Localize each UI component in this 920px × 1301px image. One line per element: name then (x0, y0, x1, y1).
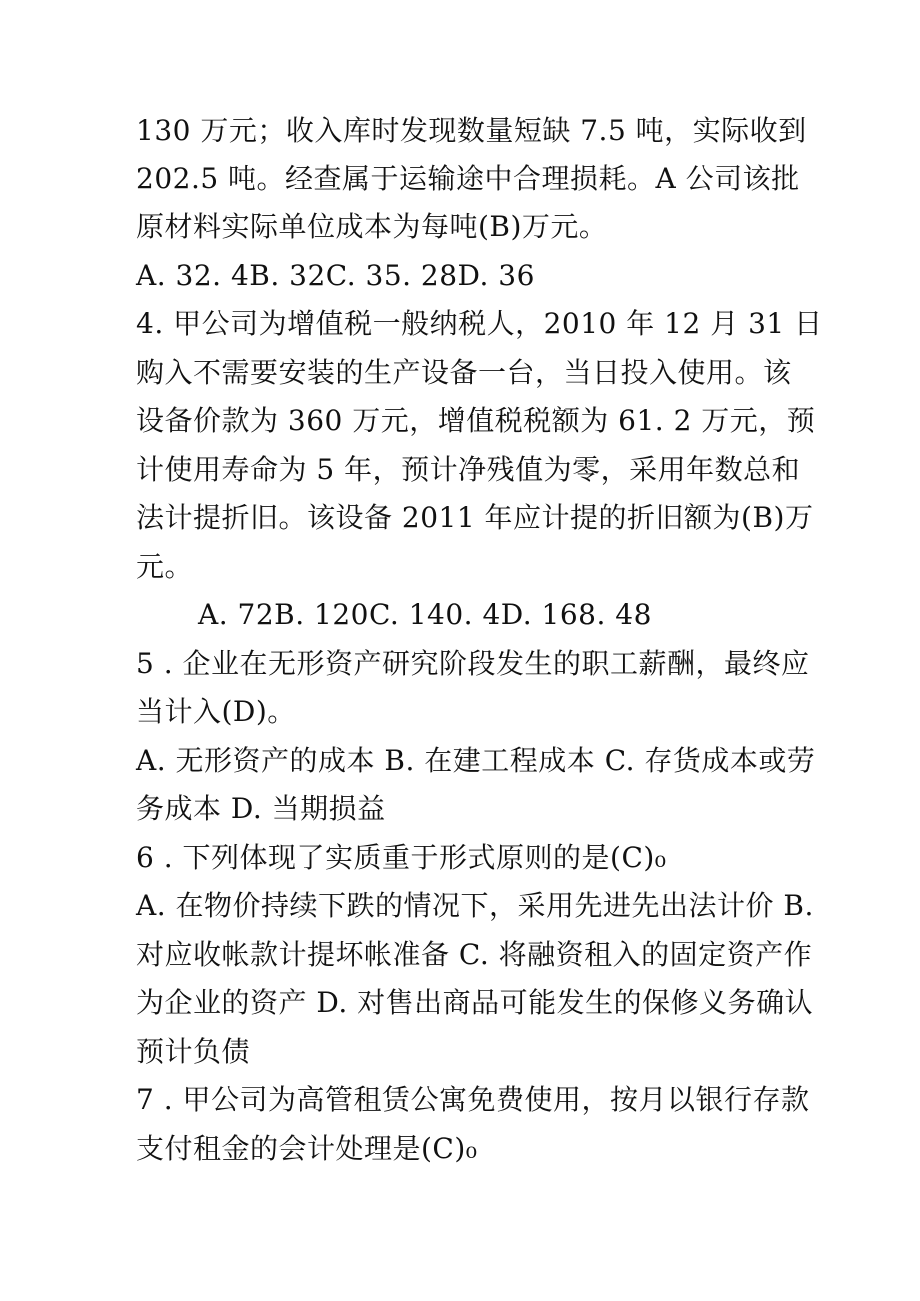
text-line: 元。 (136, 550, 194, 583)
text-line: 202.5 吨。经查属于运输途中合理损耗。A 公司该批 (136, 162, 800, 195)
options-line: A. 在物价持续下跌的情况下，采用先进先出法计价 B. (136, 889, 814, 922)
question-line: 4. 甲公司为增值税一般纳税人，2010 年 12 月 31 日 (136, 307, 823, 340)
text-line: 设备价款为 360 万元，增值税税额为 61. 2 万元，预 (136, 404, 816, 437)
question-line: 6 . 下列体现了实质重于形式原则的是(C)₀ (136, 841, 667, 874)
text-line: 计使用寿命为 5 年，预计净残值为零，采用年数总和 (136, 453, 801, 486)
options-line: 为企业的资产 D. 对售出商品可能发生的保修义务确认 (136, 986, 814, 1019)
options-line: A. 32. 4B. 32C. 35. 28D. 36 (136, 259, 535, 292)
text-line: 130 万元；收入库时发现数量短缺 7.5 吨，实际收到 (136, 114, 807, 147)
text-line: 支付租金的会计处理是(C)₀ (136, 1132, 478, 1165)
text-line: 购入不需要安装的生产设备一台，当日投入使用。该 (136, 356, 792, 389)
options-line: 对应收帐款计提坏帐准备 C. 将融资租入的固定资产作 (136, 938, 813, 971)
options-line: 预计负债 (136, 1035, 251, 1068)
question-line: 5 . 企业在无形资产研究阶段发生的职工薪酬，最终应 (136, 647, 810, 680)
text-line: 原材料实际单位成本为每吨(B)万元。 (136, 210, 608, 243)
question-line: 7 . 甲公司为高管租赁公寓免费使用，按月以银行存款 (136, 1083, 810, 1116)
options-line: A. 无形资产的成本 B. 在建工程成本 C. 存货成本或劳 (136, 744, 816, 777)
options-line: 务成本 D. 当期损益 (136, 792, 386, 825)
text-line: 法计提折旧。该设备 2011 年应计提的折旧额为(B)万 (136, 501, 814, 534)
options-line: A. 72B. 120C. 140. 4D. 168. 48 (198, 598, 652, 631)
text-line: 当计入(D)。 (136, 695, 296, 728)
